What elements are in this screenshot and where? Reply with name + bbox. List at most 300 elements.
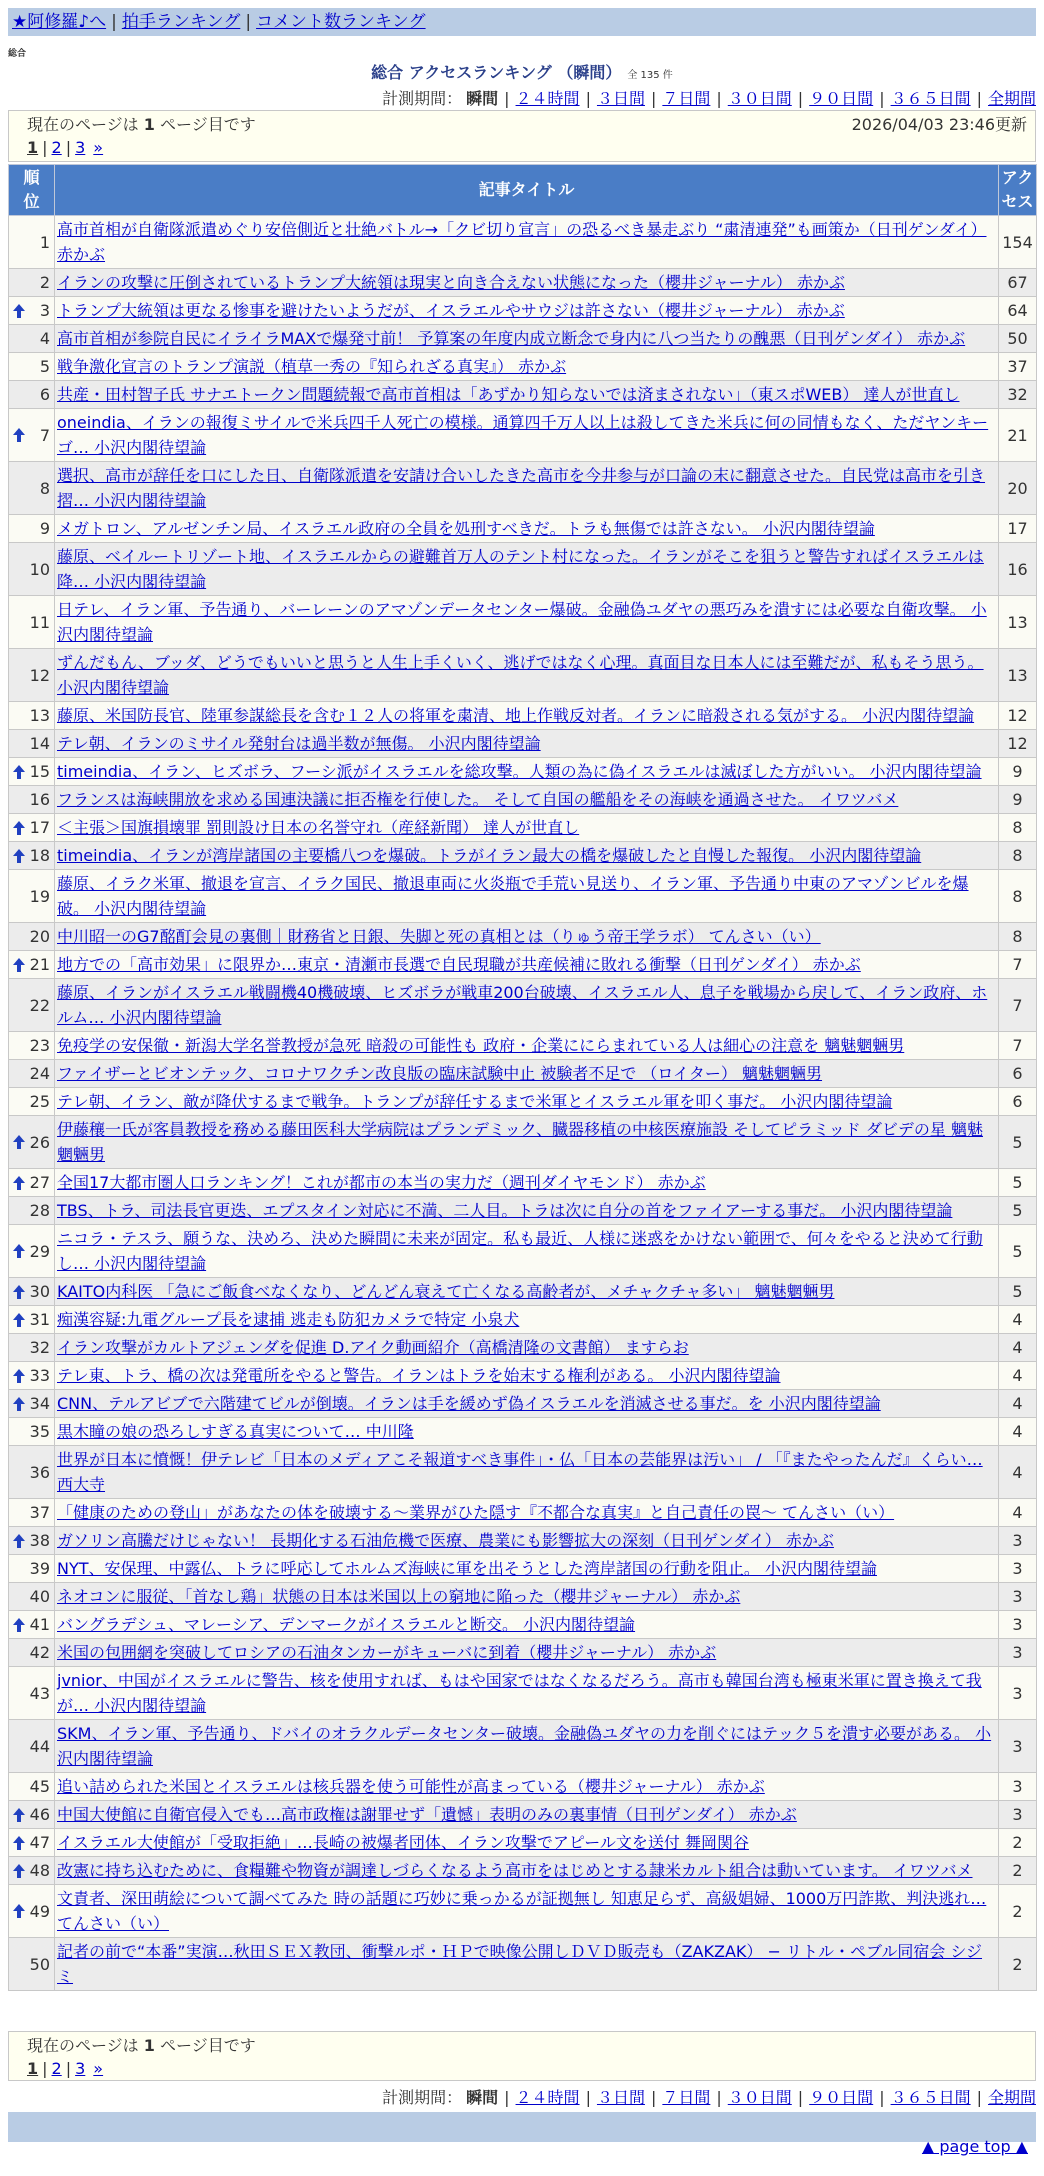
article-title-link[interactable]: 痴漢容疑:九電グループ長を逮捕 逃走も防犯カメラで特定 小泉犬 <box>57 1310 520 1329</box>
rank-number: 17 <box>29 818 50 837</box>
title-cell <box>55 730 999 758</box>
access-count: 3 <box>999 1555 1037 1583</box>
title-cell <box>55 543 999 596</box>
rank-up-arrow-icon <box>13 1904 25 1918</box>
title-cell <box>55 325 999 353</box>
rank-number: 47 <box>29 1833 50 1852</box>
period-option-link[interactable]: 全期間 <box>987 2088 1036 2107</box>
article-title-link[interactable]: ニコラ・テスラ、願うな、決めろ、決めた瞬間に未来が固定。私も最近、人様に迷惑をかけない範囲で、何々をやると決めて行動し… 小沢内閣待望論 <box>57 1229 983 1273</box>
article-title-link[interactable]: 藤原、イランがイスラエル戦闘機40機破壊、ヒズボラが戦車200台破壊、イスラエル人、息子を戦場から戻して、イラン政府、ホルム… 小沢内閣待望論 <box>57 983 988 1027</box>
period-selector-top <box>382 86 1036 109</box>
article-title-link[interactable]: ＜主張＞国旗損壊罪 罰則設け日本の名誉守れ（産経新聞） 達人が世直し <box>57 818 580 837</box>
title-cell <box>55 381 999 409</box>
rank-number: 32 <box>29 1338 50 1357</box>
rank-cell <box>9 702 55 730</box>
title-cell <box>55 409 999 462</box>
period-separator: | <box>650 2088 657 2107</box>
rank-cell <box>9 596 55 649</box>
rank-cell <box>9 1773 55 1801</box>
nav-home-link[interactable]: ★阿修羅♪へ <box>12 12 107 32</box>
rank-cell <box>9 515 55 543</box>
article-title-link[interactable]: メガトロン、アルゼンチン局、イスラエル政府の全員を処刑すべきだ。トラも無傷では許さない。 小沢内閣待望論 <box>57 519 875 538</box>
rank-number: 49 <box>29 1901 50 1921</box>
rank-cell <box>9 1938 55 1991</box>
article-title-link[interactable]: KAITO内科医 「急にご飯食べなくなり、どんどん衰えて亡くなる高齢者が、メチャクチャ多い」 魑魅魍魎男 <box>57 1282 835 1301</box>
table-row <box>9 1116 1037 1169</box>
title-cell <box>55 1362 999 1390</box>
access-count: 21 <box>999 409 1037 462</box>
rank-cell <box>9 543 55 596</box>
rank-number: 50 <box>29 1954 50 1974</box>
article-title-link[interactable]: 免疫学の安保徹・新潟大学名誉教授が急死 暗殺の可能性も 政府・企業ににらまれている人は細心の注意を 魑魅魍魎男 <box>57 1036 905 1055</box>
title-cell <box>55 758 999 786</box>
article-title-link[interactable]: 中国大使館に自衛官侵入でも…高市政権は謝罪せず「遺憾」表明のみの裏事情（日刊ゲンダイ） 赤かぶ <box>57 1805 797 1824</box>
period-option-link[interactable]: ３日間 <box>596 89 645 108</box>
period-option-link[interactable]: ３６５日間 <box>890 2088 971 2107</box>
rank-number: 40 <box>29 1587 50 1606</box>
rank-number: 12 <box>29 665 50 685</box>
rank-number: 26 <box>29 1132 50 1152</box>
pager-page-link[interactable]: 2 <box>51 138 62 157</box>
table-row <box>9 870 1037 923</box>
rank-number: 2 <box>39 273 50 292</box>
article-title-link[interactable]: 藤原、ベイルートリゾート地、イスラエルからの避難首万人のテント村になった。イランがそこを狙うと警告すればイスラエルは降… 小沢内閣待望論 <box>57 547 984 591</box>
article-title-link[interactable]: 地方での「高市効果」に限界か…東京・清瀬市長選で自民現職が共産候補に敗れる衝撃（日刊ゲンダイ） 赤かぶ <box>57 955 861 974</box>
period-option-link[interactable]: ３０日間 <box>727 89 792 108</box>
table-row <box>9 1499 1037 1527</box>
table-row <box>9 353 1037 381</box>
article-title-link[interactable]: テレ朝、イラン、敵が降伏するまで戦争。トランプが辞任するまで米軍とイスラエル軍を叩く事だ。 小沢内閣待望論 <box>57 1092 893 1111</box>
rank-number: 37 <box>29 1503 50 1522</box>
rank-number: 33 <box>29 1366 50 1385</box>
title-cell <box>55 1527 999 1555</box>
rank-number: 9 <box>39 519 50 538</box>
article-title-link[interactable]: 伊藤穰一氏が客員教授を務める藤田医科大学病院はプランデミック、臓器移植の中核医療施設 そしてピラミッド ダビデの星 魑魅魍魎男 <box>57 1120 983 1164</box>
rank-number: 8 <box>39 478 50 498</box>
rank-number: 35 <box>29 1422 50 1441</box>
page-info-text: 現在のページは 1 ページ目です <box>27 115 256 134</box>
article-title-link[interactable]: 日テレ、イラン軍、予告通り、バーレーンのアマゾンデータセンター爆破。金融偽ユダヤの悪巧みを潰すには必要な自衛攻撃。 小沢内閣待望論 <box>57 600 987 644</box>
article-title-link[interactable]: 藤原、イラク米軍、撤退を宣言、イラク国民、撤退車両に火炎瓶で手荒い見送り、イラン軍、予告通り中東のアマゾンビルを爆破。 小沢内閣待望論 <box>57 874 969 918</box>
title-cell <box>55 353 999 381</box>
period-separator: | <box>504 2088 510 2107</box>
page-title: 総合 アクセスランキング （瞬間） <box>371 63 622 82</box>
article-title-link[interactable]: ガソリン高騰だけじゃない！ 長期化する石油危機で医療、農業にも影響拡大の深刻（日刊ゲンダイ） 赤かぶ <box>57 1531 834 1550</box>
article-title-link[interactable]: ファイザーとビオンテック、コロナワクチン改良版の臨床試験中止 被験者不足で （ロイター） 魑魅魍魎男 <box>57 1064 823 1083</box>
title-cell <box>55 842 999 870</box>
rank-number: 29 <box>29 1241 50 1261</box>
table-row <box>9 649 1037 702</box>
page-info-box-top <box>8 110 1036 162</box>
title-cell <box>55 1334 999 1362</box>
rank-cell <box>9 1060 55 1088</box>
rank-up-arrow-icon <box>13 1369 25 1383</box>
period-separator: | <box>585 89 591 108</box>
rank-cell <box>9 1306 55 1334</box>
period-separator: | <box>504 89 510 108</box>
article-title-link[interactable]: 米国の包囲網を突破してロシアの石油タンカーがキューバに到着（櫻井ジャーナル） 赤かぶ <box>57 1643 717 1662</box>
page-info-text: 現在のページは 1 ページ目です <box>27 2036 256 2055</box>
article-title-link[interactable]: イスラエル大使館が「受取拒絶」…長崎の被爆者団体、イラン攻撃でアピール文を送付 舞岡関谷 <box>57 1833 749 1852</box>
article-title-link[interactable]: ずんだもん、ブッダ、どうでもいいと思うと人生上手くいく、逃げではなく心理。真面目な日本人には至難だが、私もそう思う。 小沢内閣待望論 <box>57 653 984 697</box>
nav-separator: | <box>111 12 117 32</box>
table-row <box>9 702 1037 730</box>
rank-number: 16 <box>29 790 50 809</box>
access-count: 5 <box>999 1225 1037 1278</box>
table-row <box>9 1857 1037 1885</box>
article-title-link[interactable]: 「健康のための登山」があなたの体を破壊する〜業界がひた隠す『不都合な真実』と自己責任の罠〜 てんさい（い） <box>57 1503 895 1522</box>
access-count: 2 <box>999 1938 1037 1991</box>
rank-cell <box>9 1583 55 1611</box>
table-row <box>9 1446 1037 1499</box>
title-cell <box>55 297 999 325</box>
table-row <box>9 543 1037 596</box>
rank-cell <box>9 1611 55 1639</box>
period-option-link[interactable]: ３６５日間 <box>890 89 971 108</box>
rank-number: 38 <box>29 1531 50 1550</box>
access-count: 5 <box>999 1278 1037 1306</box>
title-cell <box>55 1418 999 1446</box>
access-count: 3 <box>999 1720 1037 1773</box>
title-cell <box>55 515 999 543</box>
table-row <box>9 786 1037 814</box>
article-title-link[interactable]: イラン攻撃がカルトアジェンダを促進 D.アイク動画紹介（高橋清隆の文書館） ますらお <box>57 1338 689 1357</box>
rank-number: 39 <box>29 1559 50 1578</box>
table-row <box>9 1060 1037 1088</box>
page-info-box-bottom <box>8 2031 1036 2081</box>
article-title-link[interactable]: NYT、安保理、中露仏、トラに呼応してホルムズ海峡に軍を出そうとした湾岸諸国の行動を阻止。 小沢内閣待望論 <box>57 1559 877 1578</box>
table-row <box>9 842 1037 870</box>
page-top-link[interactable]: ▲ page top ▲ <box>921 2137 1028 2156</box>
article-title-link[interactable]: フランスは海峡開放を求める国連決議に拒否権を行使した。 そして自国の艦船をその海峡を通過させた。 イワツバメ <box>57 790 899 809</box>
access-count: 37 <box>999 353 1037 381</box>
rank-up-arrow-icon <box>13 1176 25 1190</box>
access-count: 16 <box>999 543 1037 596</box>
rank-cell <box>9 381 55 409</box>
title-cell <box>55 786 999 814</box>
article-title-link[interactable]: 選択、高市が辞任を口にした日、自衛隊派遣を安請け合いしたきた高市を今井参与が口論の末に翻意させた。自民党は高市を引き摺… 小沢内閣待望論 <box>57 466 986 510</box>
table-row <box>9 1197 1037 1225</box>
article-title-link[interactable]: timeindia、イラン、ヒズボラ、フーシ派がイスラエルを総攻撃。人類の為に偽イスラエルは滅ぼした方がいい。 小沢内閣待望論 <box>57 762 982 781</box>
period-option-link[interactable]: ２４時間 <box>515 2088 580 2107</box>
rank-up-arrow-icon <box>13 1397 25 1411</box>
article-title-link[interactable]: CNN、テルアビブで六階建てビルが倒壊。イランは手を緩めず偽イスラエルを消滅させる事だ。を 小沢内閣待望論 <box>57 1394 881 1413</box>
access-count: 8 <box>999 923 1037 951</box>
table-row <box>9 1583 1037 1611</box>
rank-up-arrow-icon <box>13 428 25 442</box>
period-option-link[interactable]: ２４時間 <box>515 89 580 108</box>
rank-cell <box>9 786 55 814</box>
pager-current-page: 1 <box>27 2059 39 2078</box>
access-count: 4 <box>999 1334 1037 1362</box>
period-option-link[interactable]: ３日間 <box>596 2088 645 2107</box>
article-title-link[interactable]: timeindia、イランが湾岸諸国の主要橋八つを爆破。トラがイラン最大の橋を爆破したと自慢した報復。 小沢内閣待望論 <box>57 846 922 865</box>
period-option-link[interactable]: ７日間 <box>662 89 711 108</box>
period-option-link[interactable]: ３０日間 <box>727 2088 792 2107</box>
period-separator: | <box>879 2088 885 2107</box>
rank-number: 24 <box>29 1064 50 1083</box>
rank-number: 15 <box>29 762 50 781</box>
article-title-link[interactable]: トランプ大統領は更なる惨事を避けたいようだが、イスラエルやサウジは許さない（櫻井ジャーナル） 赤かぶ <box>57 301 845 320</box>
table-row <box>9 1278 1037 1306</box>
period-option-link[interactable]: ９０日間 <box>809 89 874 108</box>
article-title-link[interactable]: 戦争激化宣言のトランプ演説（植草一秀の『知られざる真実』） 赤かぶ <box>57 357 567 376</box>
access-count: 13 <box>999 596 1037 649</box>
title-cell <box>55 979 999 1032</box>
article-title-link[interactable]: 黒木瞳の娘の恐ろしすぎる真実について… 中川隆 <box>57 1422 414 1441</box>
period-label: 計測期間： <box>382 89 463 108</box>
access-count: 9 <box>999 786 1037 814</box>
top-nav-bar <box>8 8 1036 36</box>
access-count: 6 <box>999 1060 1037 1088</box>
table-row <box>9 515 1037 543</box>
rank-cell <box>9 1829 55 1857</box>
access-count: 32 <box>999 381 1037 409</box>
period-label: 計測期間： <box>382 2088 463 2107</box>
rank-cell <box>9 269 55 297</box>
table-row <box>9 1555 1037 1583</box>
period-separator: | <box>716 2088 722 2107</box>
rank-number: 25 <box>29 1092 50 1111</box>
rank-cell <box>9 1418 55 1446</box>
rank-number: 14 <box>29 734 50 753</box>
article-title-link[interactable]: jvnior、中国がイスラエルに警告、核を使用すれば、もはや国家ではなくなるだろう。高市も韓国台湾も極東米軍に置き換えて我が… 小沢内閣待望論 <box>57 1671 982 1715</box>
article-title-link[interactable]: 追い詰められた米国とイスラエルは核兵器を使う可能性が高まっている（櫻井ジャーナル） 赤かぶ <box>57 1777 765 1796</box>
article-title-link[interactable]: イランの攻撃に圧倒されているトランプ大統領は現実と向き合えない状態になった（櫻井ジャーナル） 赤かぶ <box>57 273 845 292</box>
rank-cell <box>9 216 55 269</box>
rank-number: 23 <box>29 1036 50 1055</box>
rank-number: 41 <box>29 1615 50 1634</box>
table-row <box>9 1611 1037 1639</box>
period-selector-bottom <box>382 2085 1036 2108</box>
access-count: 2 <box>999 1829 1037 1857</box>
period-separator: | <box>976 89 982 108</box>
title-header: 記事タイトル <box>55 165 999 216</box>
article-title-link[interactable]: 高市首相が参院自民にイライラMAXで爆発寸前！ 予算案の年度内成立断念で身内に八つ当たりの醜悪（日刊ゲンダイ） 赤かぶ <box>57 329 966 348</box>
nav-clap-ranking-link[interactable]: 拍手ランキング <box>121 12 241 32</box>
access-count: 5 <box>999 1116 1037 1169</box>
rank-up-arrow-icon <box>13 304 25 318</box>
pager-page-link[interactable]: 3 <box>75 138 86 157</box>
rank-cell <box>9 297 55 325</box>
access-count: 6 <box>999 1088 1037 1116</box>
rank-number: 3 <box>39 301 50 320</box>
pager-page-link[interactable]: 3 <box>75 2059 86 2078</box>
article-title-link[interactable]: ネオコンに服従、「首なし鶏」状態の日本は米国以上の窮地に陥った（櫻井ジャーナル） 赤かぶ <box>57 1587 741 1606</box>
article-title-link[interactable]: 世界が日本に憤慨！伊テレビ「日本のメディアこそ報道すべき事件」・仏「日本の芸能界は汚い」 / 「『またやったんだ』くらい… 西大寺 <box>57 1450 983 1494</box>
rank-number: 1 <box>39 232 50 252</box>
access-count: 5 <box>999 1169 1037 1197</box>
title-cell <box>55 951 999 979</box>
title-cell <box>55 596 999 649</box>
title-cell <box>55 870 999 923</box>
page-title-line <box>0 60 1044 83</box>
rank-number: 36 <box>29 1462 50 1482</box>
article-title-link[interactable]: 記者の前で“本番”実演…秋田ＳＥＸ教団、衝撃ルポ・ＨＰで映像公開しＤＶＤ販売も（ZAKZAK） − リトル・ペブル同宿会 シジミ <box>57 1942 983 1986</box>
table-row <box>9 1390 1037 1418</box>
article-title-link[interactable]: SKM、イラン軍、予告通り、ドバイのオラクルデータセンター破壊。金融偽ユダヤの力を削ぐにはテック５を潰す必要がある。 小沢内閣待望論 <box>57 1724 992 1768</box>
title-cell <box>55 1060 999 1088</box>
rank-number: 13 <box>29 706 50 725</box>
access-header-label: アク セス <box>1001 168 1034 211</box>
access-count: 12 <box>999 730 1037 758</box>
title-cell <box>55 462 999 515</box>
access-count: 3 <box>999 1667 1037 1720</box>
table-header-row <box>9 165 1037 216</box>
total-count: 全 135 件 <box>627 70 673 81</box>
table-row <box>9 923 1037 951</box>
rank-up-arrow-icon <box>13 1534 25 1548</box>
period-option-link[interactable]: 全期間 <box>987 89 1036 108</box>
title-cell <box>55 1857 999 1885</box>
rank-up-arrow-icon <box>13 1618 25 1632</box>
access-count: 7 <box>999 1032 1037 1060</box>
table-row <box>9 297 1037 325</box>
pager-separator: | <box>65 138 72 157</box>
access-header <box>999 165 1037 216</box>
period-separator: | <box>797 89 804 108</box>
rank-number: 31 <box>29 1310 50 1329</box>
access-count: 64 <box>999 297 1037 325</box>
title-cell <box>55 923 999 951</box>
nav-separator: | <box>245 12 252 32</box>
table-row <box>9 269 1037 297</box>
ranking-table <box>8 164 1037 1991</box>
access-count: 8 <box>999 870 1037 923</box>
table-row <box>9 1667 1037 1720</box>
table-row <box>9 325 1037 353</box>
rank-number: 22 <box>29 995 50 1015</box>
nav-comment-ranking-link[interactable]: コメント数ランキング <box>256 12 426 32</box>
rank-up-arrow-icon <box>13 849 25 863</box>
rank-cell <box>9 1334 55 1362</box>
access-count: 2 <box>999 1857 1037 1885</box>
rank-cell <box>9 1857 55 1885</box>
article-title-link[interactable]: 共産・田村智子氏 サナエトークン問題続報で高市首相は「あずかり知らないでは済まされない」（東スポWEB） 達人が世直し <box>57 385 960 404</box>
title-cell <box>55 1667 999 1720</box>
rank-number: 28 <box>29 1201 50 1220</box>
title-cell <box>55 1306 999 1334</box>
access-count: 4 <box>999 1390 1037 1418</box>
article-title-link[interactable]: 高市首相が自衛隊派遣めぐり安倍側近と壮絶バトル→「クビ切り宣言」の恐るべき暴走ぶり “粛清連発”も画策か（日刊ゲンダイ） 赤かぶ <box>57 220 987 264</box>
rank-cell <box>9 1446 55 1499</box>
period-separator: | <box>976 2088 982 2107</box>
access-count: 3 <box>999 1801 1037 1829</box>
access-count: 3 <box>999 1639 1037 1667</box>
access-count: 4 <box>999 1499 1037 1527</box>
table-row <box>9 1720 1037 1773</box>
title-cell <box>55 1169 999 1197</box>
title-cell <box>55 1829 999 1857</box>
table-row <box>9 1306 1037 1334</box>
pager-page-link[interactable]: 2 <box>51 2059 62 2078</box>
access-count: 154 <box>999 216 1037 269</box>
access-count: 13 <box>999 649 1037 702</box>
article-title-link[interactable]: oneindia、イランの報復ミサイルで米兵四千人死亡の模様。通算四千万人以上は殺してきた米兵に何の同情もなく、ただヤンキーゴ… 小沢内閣待望論 <box>57 413 989 457</box>
access-count: 50 <box>999 325 1037 353</box>
rank-cell <box>9 1390 55 1418</box>
table-row <box>9 1527 1037 1555</box>
rank-up-arrow-icon <box>13 821 25 835</box>
rank-cell <box>9 758 55 786</box>
title-cell <box>55 269 999 297</box>
period-separator: | <box>650 89 657 108</box>
rank-cell <box>9 1225 55 1278</box>
article-title-link[interactable]: テレ朝、イランのミサイル発射台は過半数が無傷。 小沢内閣待望論 <box>57 734 541 753</box>
rank-up-arrow-icon <box>13 1285 25 1299</box>
pager-next-link[interactable]: » <box>93 2059 104 2078</box>
pager-next-link[interactable]: » <box>93 138 104 157</box>
table-row <box>9 814 1037 842</box>
rank-cell <box>9 1278 55 1306</box>
title-cell <box>55 649 999 702</box>
article-title-link[interactable]: 中川昭一のG7酩酊会見の裏側｜財務省と日銀、失脚と死の真相とは（りゅう帝王学ラボ） てんさい（い） <box>57 927 821 946</box>
article-title-link[interactable]: 文責者、深田萌絵について調べてみた 時の話題に巧妙に乗っかるが証拠無し 知恵足らず、高級娼婦、1000万円詐欺、判決逃れ… てんさい（い） <box>57 1889 987 1933</box>
title-cell <box>55 216 999 269</box>
access-count: 9 <box>999 758 1037 786</box>
title-cell <box>55 814 999 842</box>
rank-cell <box>9 842 55 870</box>
article-title-link[interactable]: TBS、トラ、司法長官更迭、エプスタイン対応に不満、二人目。トラは次に自分の首をファイアーする事だ。 小沢内閣待望論 <box>57 1201 953 1220</box>
rank-cell <box>9 1639 55 1667</box>
table-row <box>9 1773 1037 1801</box>
period-current: 瞬間 <box>466 2088 499 2107</box>
article-title-link[interactable]: 藤原、米国防長官、陸軍参謀総長を含む１２人の将軍を粛清、地上作戦反対者。イランに暗殺される気がする。 小沢内閣待望論 <box>57 706 975 725</box>
title-cell <box>55 1773 999 1801</box>
rank-up-arrow-icon <box>13 765 25 779</box>
period-separator: | <box>716 89 722 108</box>
period-option-link[interactable]: ７日間 <box>662 2088 711 2107</box>
rank-number: 7 <box>39 425 50 445</box>
table-row <box>9 1088 1037 1116</box>
pager-current-page: 1 <box>27 138 39 157</box>
access-count: 2 <box>999 1885 1037 1938</box>
table-row <box>9 462 1037 515</box>
rank-cell <box>9 1088 55 1116</box>
table-row <box>9 1334 1037 1362</box>
rank-cell <box>9 1032 55 1060</box>
access-count: 12 <box>999 702 1037 730</box>
title-cell <box>55 1032 999 1060</box>
rank-cell <box>9 951 55 979</box>
table-row <box>9 596 1037 649</box>
rank-cell <box>9 649 55 702</box>
table-row <box>9 1829 1037 1857</box>
title-cell <box>55 1555 999 1583</box>
title-cell <box>55 1611 999 1639</box>
rank-number: 10 <box>29 559 50 579</box>
article-title-link[interactable]: バングラデシュ、マレーシア、デンマークがイスラエルと断交。 小沢内閣待望論 <box>57 1615 636 1634</box>
section-label: 総合 <box>8 49 27 59</box>
title-cell <box>55 1720 999 1773</box>
access-count: 8 <box>999 842 1037 870</box>
pager-separator: | <box>65 2059 72 2078</box>
table-row <box>9 1801 1037 1829</box>
title-cell <box>55 1278 999 1306</box>
article-title-link[interactable]: 改憲に持ち込むために、食糧難や物資が調達しづらくなるよう高市をはじめとする隷米カルト組合は動いています。 イワツバメ <box>57 1861 973 1880</box>
rank-cell <box>9 1169 55 1197</box>
table-row <box>9 1418 1037 1446</box>
rank-number: 34 <box>29 1394 50 1413</box>
period-option-link[interactable]: ９０日間 <box>809 2088 874 2107</box>
title-cell <box>55 1801 999 1829</box>
article-title-link[interactable]: テレ東、トラ、橋の次は発電所をやると警告。イランはトラを始末する権利がある。 小沢内閣待望論 <box>57 1366 781 1385</box>
title-cell <box>55 1583 999 1611</box>
article-title-link[interactable]: 全国17大都市圏人口ランキング！これが都市の本当の実力だ（週刊ダイヤモンド） 赤かぶ <box>57 1173 706 1192</box>
rank-cell <box>9 1527 55 1555</box>
table-row <box>9 1362 1037 1390</box>
rank-number: 19 <box>29 886 50 906</box>
